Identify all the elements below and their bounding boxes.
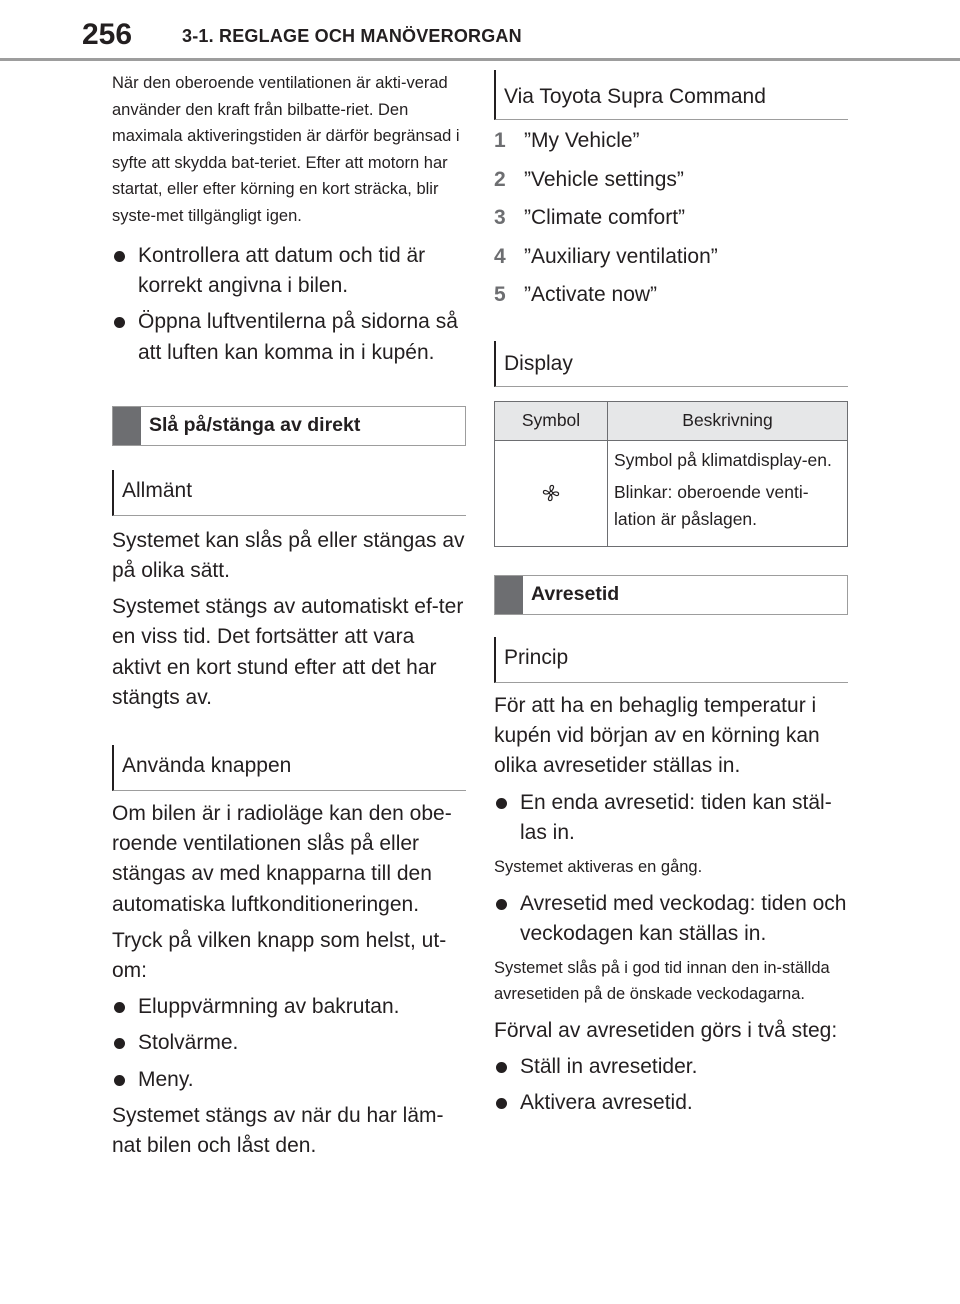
- bullet-dot-icon: [114, 251, 125, 262]
- table-header-description: Beskrivning: [608, 401, 848, 440]
- bullet-item: [494, 788, 848, 848]
- table-header-symbol: Symbol: [495, 401, 608, 440]
- right-column: [494, 70, 848, 1125]
- step-item: [494, 280, 848, 310]
- bullet-text: Avresetid med veckodag: tiden och veckodagen kan ställas in.: [520, 891, 847, 945]
- bullet-item: [112, 307, 466, 367]
- step-number: 1: [494, 129, 506, 152]
- bullet-text: Eluppvärmning av bakrutan.: [138, 995, 400, 1019]
- heading-bar: [113, 407, 141, 445]
- step-item: [494, 203, 848, 233]
- bullet-text: Öppna luftventilerna på sidorna så att luften kan komma in i kupén.: [138, 310, 458, 364]
- description-line-1: Symbol på klimatdisplay-en.: [614, 449, 832, 470]
- table-cell-symbol: [495, 440, 608, 547]
- button-paragraph-1: Om bilen är i radioläge kan den obe-roende ventilationen slås på eller stängas av med knapparna till den automatiska luftkonditioneringen.: [112, 802, 452, 916]
- table-cell-description: [608, 440, 848, 547]
- bullet-text: Meny.: [138, 1067, 194, 1091]
- bullet-item: [494, 889, 848, 949]
- bullet-item: [494, 1088, 848, 1118]
- step-number: 2: [494, 167, 506, 191]
- page-number: 256: [82, 18, 133, 51]
- bullet-item: [112, 241, 466, 301]
- step-number: 5: [494, 283, 506, 306]
- step-text: ”Vehicle settings”: [524, 167, 684, 191]
- heading-departure: [494, 575, 848, 615]
- step-text: ”Activate now”: [524, 283, 658, 306]
- left-column: [112, 70, 466, 1167]
- fan-icon: [541, 483, 561, 503]
- bullet-dot-icon: [114, 317, 125, 328]
- subheading-display: Display: [494, 341, 848, 387]
- section-title: 3-1. REGLAGE OCH MANÖVERORGAN: [182, 26, 522, 46]
- heading-bar: [495, 576, 523, 614]
- bullet-dot-icon: [496, 798, 507, 809]
- step-number: 4: [494, 244, 506, 268]
- step-text: ”My Vehicle”: [524, 129, 640, 152]
- step-item: [494, 242, 848, 272]
- subheading-button: Använda knappen: [112, 745, 466, 791]
- description-line-2: Blinkar: oberoende venti-lation är påslagen.: [614, 482, 809, 529]
- bullet-text: Stolvärme.: [138, 1031, 239, 1055]
- bullet-text: Kontrollera att datum och tid är korrekt angivna i bilen.: [138, 244, 426, 298]
- bullet-dot-icon: [496, 1098, 507, 1109]
- bullet-text: Ställ in avresetider.: [520, 1055, 698, 1079]
- bullet-dot-icon: [114, 1002, 125, 1013]
- bullet-text: Aktivera avresetid.: [520, 1091, 693, 1115]
- heading-on-off: [112, 406, 466, 446]
- general-paragraph-2: Systemet stängs av automatiskt ef-ter en viss tid. Det fortsätter att vara aktivt en kort stund efter att det har stängts av.: [112, 595, 464, 709]
- heading-text: Slå på/stänga av direkt: [149, 413, 361, 436]
- bullet-dot-icon: [496, 1062, 507, 1073]
- heading-text: Avresetid: [531, 583, 620, 605]
- bullet-dot-icon: [114, 1038, 125, 1049]
- bullet-item: [494, 1052, 848, 1082]
- step-text: ”Auxiliary ventilation”: [524, 244, 718, 268]
- bullet-item: [112, 992, 466, 1022]
- note-single: Systemet aktiveras en gång.: [494, 858, 703, 877]
- bullet-dot-icon: [114, 1075, 125, 1086]
- note-weekday: Systemet slås på i god tid innan den in-ställda avresetiden på de önskade veckodagarna.: [494, 958, 830, 1004]
- preselect-paragraph: Förval av avresetiden görs i två steg:: [494, 1018, 838, 1042]
- step-item: [494, 165, 848, 195]
- step-item: [494, 126, 848, 156]
- header-divider: [0, 58, 960, 61]
- step-number: 3: [494, 206, 506, 229]
- bullet-dot-icon: [496, 899, 507, 910]
- step-text: ”Climate comfort”: [524, 206, 686, 229]
- button-paragraph-3: Systemet stängs av när du har läm-nat bilen och låst den.: [112, 1103, 444, 1158]
- bullet-text: En enda avresetid: tiden kan stäl-las in.: [520, 790, 832, 844]
- subheading-principle: Princip: [494, 637, 848, 683]
- intro-paragraph: När den oberoende ventilationen är akti-verad använder den kraft från bilbatte-riet. Den maximala aktiveringstiden är därför begränsad i syfte att skydda bat-teriet. Efter att motorn har startat, eller efter körning en kort sträcka, blir syste-met tillgängligt igen.: [112, 74, 460, 225]
- bullet-item: [112, 1028, 466, 1058]
- symbol-table: [494, 401, 848, 548]
- principle-paragraph: För att ha en behaglig temperatur i kupén vid början av en körning kan olika avresetider ställas in.: [494, 694, 820, 778]
- bullet-item: [112, 1065, 466, 1095]
- subheading-general: Allmänt: [112, 470, 466, 516]
- subheading-supra-command: Via Toyota Supra Command: [494, 70, 848, 120]
- general-paragraph-1: Systemet kan slås på eller stängas av på olika sätt.: [112, 528, 465, 583]
- button-paragraph-2: Tryck på vilken knapp som helst, ut-om:: [112, 928, 447, 983]
